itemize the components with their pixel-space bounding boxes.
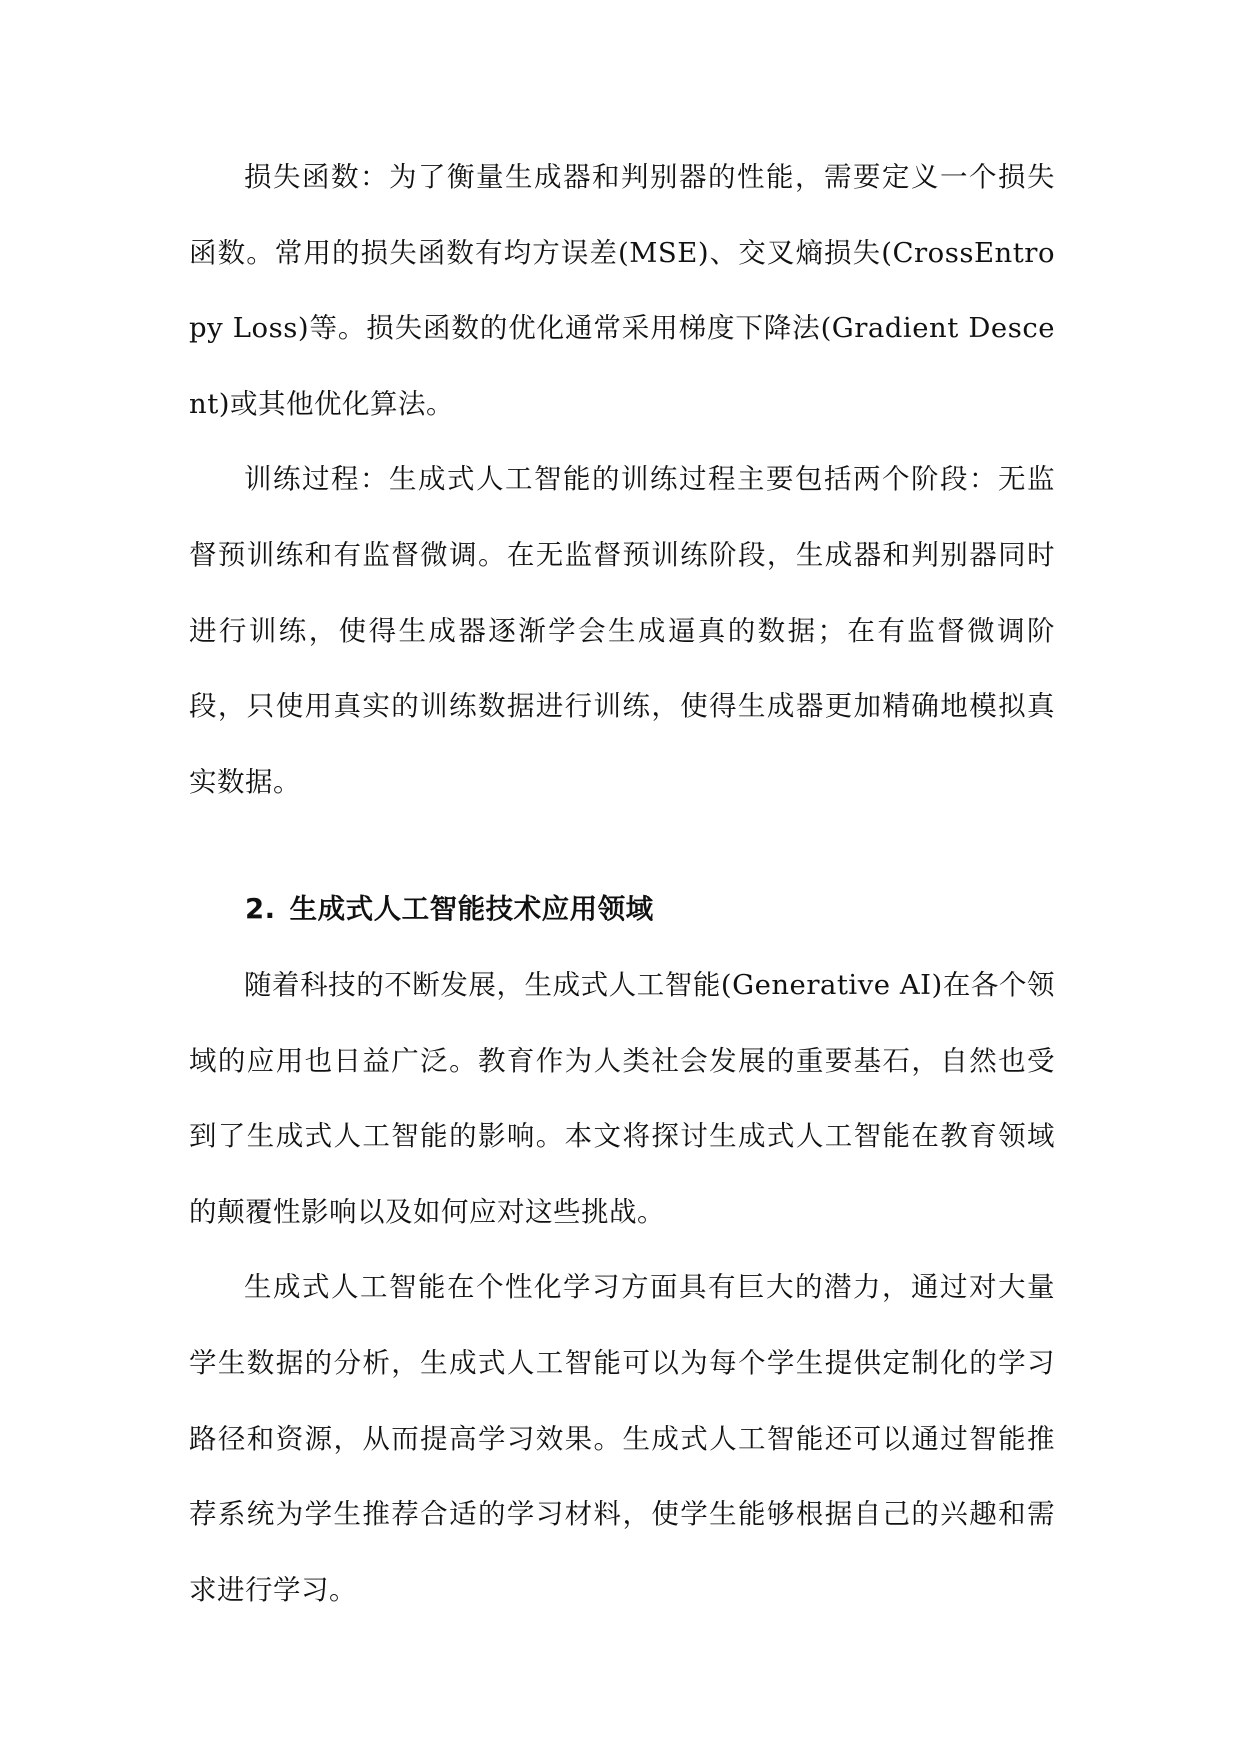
section-title: 生成式人工智能技术应用领域 [289,893,654,926]
paragraph-application-intro: 随着科技的不断发展，生成式人工智能(Generative AI)在各个领域的应用也日益广泛。教育作为人类社会发展的重要基石，自然也受到了生成式人工智能的影响。本文将探讨生成式人工智能在教育领域的颠覆性影响以及如何应对这些挑战。 [189,968,1055,1228]
paragraph-training-process: 训练过程：生成式人工智能的训练过程主要包括两个阶段：无监督预训练和有监督微调。在无监督预训练阶段，生成器和判别器同时进行训练，使得生成器逐渐学会生成逼真的数据；在有监督微调阶段，只使用真实的训练数据进行训练，使得生成器更加精确地模拟真实数据。 [189,463,1055,798]
section-heading [189,872,1055,948]
paragraph-loss-function: 损失函数：为了衡量生成器和判别器的性能，需要定义一个损失函数。常用的损失函数有均方误差(MSE)、交叉熵损失(CrossEntropy Loss)等。损失函数的优化通常采用梯度下降法(Gradient Descent)或其他优化算法。 [189,161,1055,420]
document-body [189,140,1055,1628]
section-number: 2. [245,893,276,926]
paragraph-personalized-learning: 生成式人工智能在个性化学习方面具有巨大的潜力，通过对大量学生数据的分析，生成式人工智能可以为每个学生提供定制化的学习路径和资源，从而提高学习效果。生成式人工智能还可以通过智能推荐系统为学生推荐合适的学习材料，使学生能够根据自己的兴趣和需求进行学习。 [189,1271,1055,1606]
